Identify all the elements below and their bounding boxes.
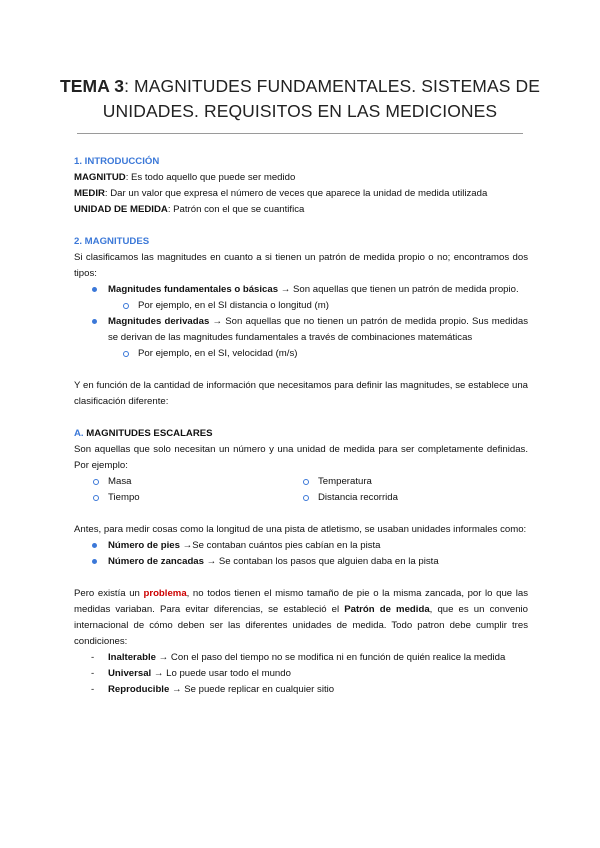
informal-units-list xyxy=(74,538,528,570)
examples-col-1 xyxy=(108,474,318,506)
clasificacion-paragraph: Y en función de la cantidad de información que necesitamos para definir las magnitudes, se establece una clasificación diferente: xyxy=(74,380,528,407)
example-masa: Masa xyxy=(108,474,318,490)
antes-paragraph: Antes, para medir cosas como la longitud de una pista de atletismo, se usaban unidades informales como: xyxy=(74,524,527,535)
section-heading-magnitudes: 2. MAGNITUDES xyxy=(74,236,150,247)
definition-medir: MEDIR: Dar un valor que expresa el número de veces que aparece la unidad de medida utilizada xyxy=(74,188,488,199)
problema-paragraph: Pero existía un problema, no todos tienen el mismo tamaño de pie o la misma zancada, por lo que las medidas variaban. Para evitar diferencias, se estableció el Patrón de medida, que es un convenio internacional de cómo deben ser las diferentes unidades de medida. Todo patron debe cumplir tres condiciones: xyxy=(74,588,529,647)
example-tiempo: Tiempo xyxy=(108,490,318,506)
example-derivadas: Por ejemplo, en el SI, velocidad (m/s) xyxy=(138,346,528,362)
magnitudes-intro: Si clasificamos las magnitudes en cuanto a si tienen un patrón de medida propio o no; encontramos dos tipos: xyxy=(74,252,528,279)
escalares-intro: Son aquellas que solo necesitan un número y una unidad de medida para ser completamente definidas. Por ejemplo: xyxy=(74,444,528,471)
list-item-fundamentales: Magnitudes fundamentales o básicas → Son aquellas que tienen un patrón de medida propio. Por ejemplo, en el SI distancia o longitud (m) xyxy=(108,282,528,314)
title-topic: TEMA 3 xyxy=(60,76,125,96)
examples-col-2 xyxy=(318,474,528,506)
list-item-derivadas: Magnitudes derivadas → Son aquellas que no tienen un patrón de medida propio. Sus medidas se derivan de las magnitudes fundamentales a través de combinaciones matemáticas Por ejemplo, en el SI, velocidad (m/s) xyxy=(108,314,528,362)
definition-magnitud: MAGNITUD: Es todo aquello que puede ser medido xyxy=(74,172,296,183)
escalares-examples xyxy=(74,474,528,506)
title-line2: UNIDADES. REQUISITOS EN LAS MEDICIONES xyxy=(102,101,498,121)
condition-reproducible: - Reproducible → Se puede replicar en cualquier sitio xyxy=(108,682,528,698)
title-line1: : MAGNITUDES FUNDAMENTALES. SISTEMAS DE xyxy=(124,76,540,96)
document-body xyxy=(74,154,528,698)
example-temperatura: Temperatura xyxy=(318,474,528,490)
conditions-list xyxy=(74,650,528,698)
list-item-zancadas: Número de zancadas → Se contaban los pasos que alguien daba en la pista xyxy=(108,554,528,570)
title-divider xyxy=(77,133,523,134)
magnitudes-types-list xyxy=(74,282,528,362)
section-heading-introduccion: 1. INTRODUCCIÓN xyxy=(74,156,160,167)
condition-universal: - Universal → Lo puede usar todo el mundo xyxy=(108,666,528,682)
example-distancia: Distancia recorrida xyxy=(318,490,528,506)
problema-highlight: problema xyxy=(143,588,187,599)
definition-unidad-de-medida: UNIDAD DE MEDIDA: Patrón con el que se cuantifica xyxy=(74,204,305,215)
page-title xyxy=(60,74,540,124)
example-fundamentales: Por ejemplo, en el SI distancia o longitud (m) xyxy=(138,298,528,314)
subsection-heading-escalares: A. MAGNITUDES ESCALARES xyxy=(74,428,213,439)
list-item-pies: Número de pies →Se contaban cuántos pies cabían en la pista xyxy=(108,538,528,554)
condition-inalterable: - Inalterable → Con el paso del tiempo no se modifica ni en función de quién realice la medida xyxy=(108,650,528,666)
